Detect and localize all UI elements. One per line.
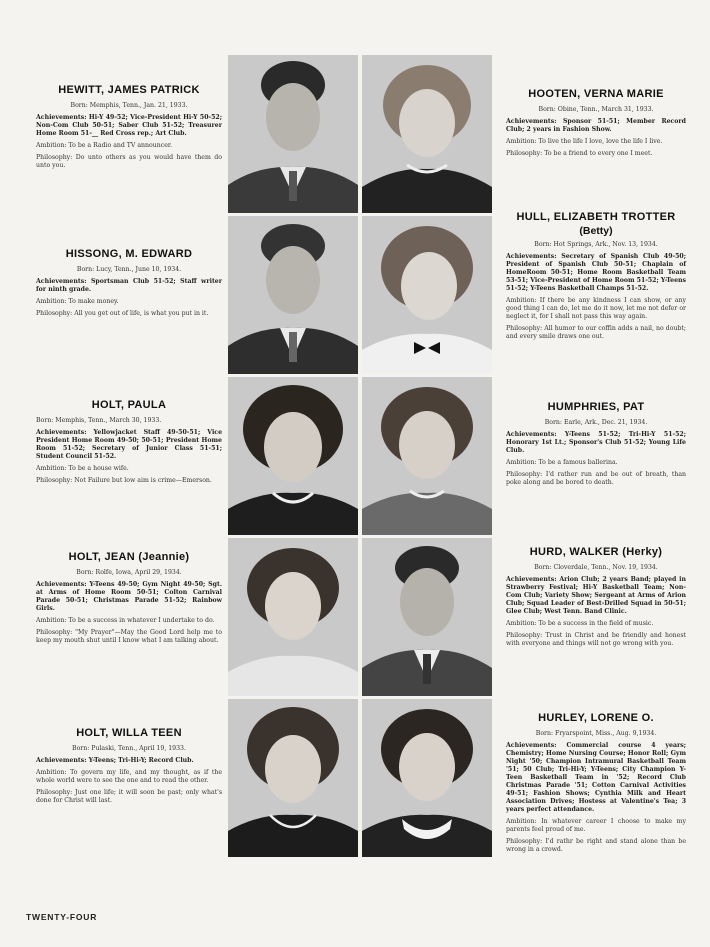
student-born: Born: Cloverdale, Tenn., Nov. 19, 1934. — [534, 564, 658, 571]
student-ambition: Ambition: To make money. — [36, 298, 119, 305]
portrait-photo — [362, 538, 492, 696]
student-achievements: Achievements: Secretary of Spanish Club 49-50; President of Spanish Club 50-51; Chaplain of HomeRoom 50-51; Home Room Basketball Team 53-51; Vice-President of Home Room 51-52; Y-Teens 51-52; Y-Teens Basketball Champs 51-52. — [506, 253, 686, 292]
student-entry — [36, 84, 222, 174]
student-philosophy: Philosophy: To be a friend to every one I meet. — [506, 150, 653, 157]
student-born: Born: Lucy, Tenn., June 10, 1934. — [76, 266, 182, 273]
student-achievements: Achievements: Y-Teens 49-50; Gym Night 49-50; Sgt. at Arms of Home Room 50-51; Colton Carnival Parade 50-51; Christmas Parade 51-52; Rainbow Girls. — [36, 581, 222, 612]
student-entry — [36, 399, 222, 489]
student-nickname: (Betty) — [579, 225, 613, 237]
portrait-photo — [362, 377, 492, 535]
student-entry — [36, 551, 222, 649]
student-achievements: Achievements: Commercial course 4 years; Chemistry; Home Nursing Course; Honor Roll; Gym Night '50; Champion Intramural Basketball Team '51; 50 Club; Tri-Hi-Y; Y-Teens; City Champion Y-Teen Basketball Team in '52; Record Club Christmas Parade '51; Cotton Carnival Activities 49-51; Fashion Shows; Cynthia Milk and Heart Association Drives; Hostess at Valentine's Tea; 3 years perfect attendance. — [506, 742, 686, 813]
portrait-photo — [228, 216, 358, 374]
portrait-grid — [228, 55, 493, 855]
student-ambition: Ambition: In whatever career I choose to make my parents feel proud of me. — [506, 818, 686, 833]
student-name: HURD, WALKER (Herky) — [529, 546, 663, 558]
student-ambition: Ambition: To be a success in the field of music. — [506, 620, 654, 627]
student-born: Born: Obine, Tenn., March 31, 1933. — [538, 106, 654, 113]
student-achievements: Achievements: Sportsman Club 51-52; Staff writer for ninth grade. — [36, 278, 222, 293]
student-entry — [36, 727, 222, 809]
student-name: HOLT, WILLA TEEN — [76, 727, 182, 739]
portrait-photo — [362, 699, 492, 857]
student-philosophy: Philosophy: I'd rather run and be out of breath, than poke along and be bored to death. — [506, 471, 686, 486]
student-ambition: Ambition: To be a famous ballerina. — [506, 459, 618, 466]
student-achievements: Achievements: Hi-Y 49-52; Vice-President Hi-Y 50-52; Non-Com Club 50-51; Saber Club 51-52; Treasurer Home Room 51-__ Red Cross rep.; Art Club. — [36, 114, 223, 137]
student-name: HOLT, JEAN (Jeannie) — [68, 551, 190, 563]
student-name: HUMPHRIES, PAT — [547, 401, 645, 413]
student-born: Born: Hot Springs, Ark., Nov. 13, 1934. — [534, 241, 658, 248]
portrait-photo — [362, 55, 492, 213]
student-ambition: Ambition: To be a success in whatever I undertake to do. — [36, 617, 215, 624]
student-achievements: Achievements: Y-Teens 51-52; Tri-Hi-Y 51-52; Honorary 1st Lt.; Sponsor's Club 51-52; Young Life Club. — [506, 431, 686, 454]
student-philosophy: Philosophy: "My Prayer"—May the Good Lord help me to keep my mouth shut until I know what I am talking about. — [36, 629, 222, 644]
portrait-photo — [362, 216, 492, 374]
student-philosophy: Philosophy: All you get out of life, is what you put in it. — [36, 310, 209, 317]
student-born: Born: Earle, Ark., Dec. 21, 1934. — [544, 419, 648, 426]
student-name: HULL, ELIZABETH TROTTER — [516, 211, 676, 223]
student-philosophy: Philosophy: Do unto others as you would have them do unto you. — [36, 154, 222, 169]
student-name: HOOTEN, VERNA MARIE — [528, 88, 664, 100]
student-born: Born: Memphis, Tenn., Jan. 21, 1933. — [70, 102, 188, 109]
student-philosophy: Philosophy: Trust in Christ and be friendly and honest with everyone and things will not go wrong with you. — [506, 632, 686, 647]
student-ambition: Ambition: To be a Radio and TV announcer. — [36, 142, 173, 149]
portrait-photo — [228, 538, 358, 696]
student-entry — [36, 248, 222, 322]
student-born: Born: Memphis, Tenn., March 30, 1933. — [36, 417, 162, 424]
student-entry — [506, 211, 686, 345]
student-entry — [506, 88, 686, 162]
portrait-photo — [228, 699, 358, 857]
page-number: TWENTY-FOUR — [26, 912, 98, 922]
student-name: HISSONG, M. EDWARD — [65, 248, 193, 260]
student-born: Born: Fryarspoint, Miss., Aug. 9,1934. — [535, 730, 657, 737]
student-philosophy: Philosophy: All humor to our coffin adds a nail, no doubt; and every smile draws one out. — [506, 325, 686, 340]
student-achievements: Achievements: Y-Teens; Tri-Hi-Y; Record Club. — [36, 757, 194, 764]
student-ambition: Ambition: To govern my life, and my thought, as if the whole world were to see the one and to read the other. — [36, 769, 222, 784]
student-ambition: Ambition: To live the life I love, love the life I live. — [506, 138, 663, 145]
student-entry — [506, 712, 686, 858]
student-born: Born: Rolfe, Iowa, April 29, 1934. — [76, 569, 182, 576]
student-achievements: Achievements: Yellowjacket Staff 49-50-51; Vice President Home Room 49-50; 50-51; President Home Room 51-52; Secretary of Junior Class 51-51; Student Council 51-52. — [36, 429, 223, 460]
student-ambition: Ambition: If there be any kindness I can show, or any good thing I can do, let me do it now, let me not defer or neglect it, for I shall not pass this way again. — [506, 297, 686, 320]
student-entry — [506, 401, 686, 491]
student-achievements: Achievements: Sponsor 51-51; Member Record Club; 2 years in Fashion Show. — [506, 118, 686, 133]
student-ambition: Ambition: To be a house wife. — [36, 465, 129, 472]
student-name: HOLT, PAULA — [91, 399, 167, 411]
student-philosophy: Philosophy: Just one life; it will soon be past; only what's done for Christ will last. — [36, 789, 222, 804]
student-name: HURLEY, LORENE O. — [538, 712, 654, 724]
portrait-photo — [228, 55, 358, 213]
student-entry — [506, 546, 686, 652]
student-achievements: Achievements: Arion Club; 2 years Band; played in Strawberry Festival; Hi-Y Basketball Team; Non-Com Club; Variety Show; Sergeant at Arms of Arion Club; Squad Leader of Best-Drilled Squad in 50-51; Glee Club; West Tenn. Band Clinic. — [506, 576, 686, 615]
student-philosophy: Philosophy: I'd rathr be right and stand alone than be wrong in a crowd. — [506, 838, 686, 853]
student-born: Born: Pulaski, Tenn., April 19, 1933. — [72, 745, 186, 752]
portrait-photo — [228, 377, 358, 535]
student-philosophy: Philosophy: Not Failure but low aim is crime—Emerson. — [36, 477, 212, 484]
student-name: HEWITT, JAMES PATRICK — [58, 84, 200, 96]
